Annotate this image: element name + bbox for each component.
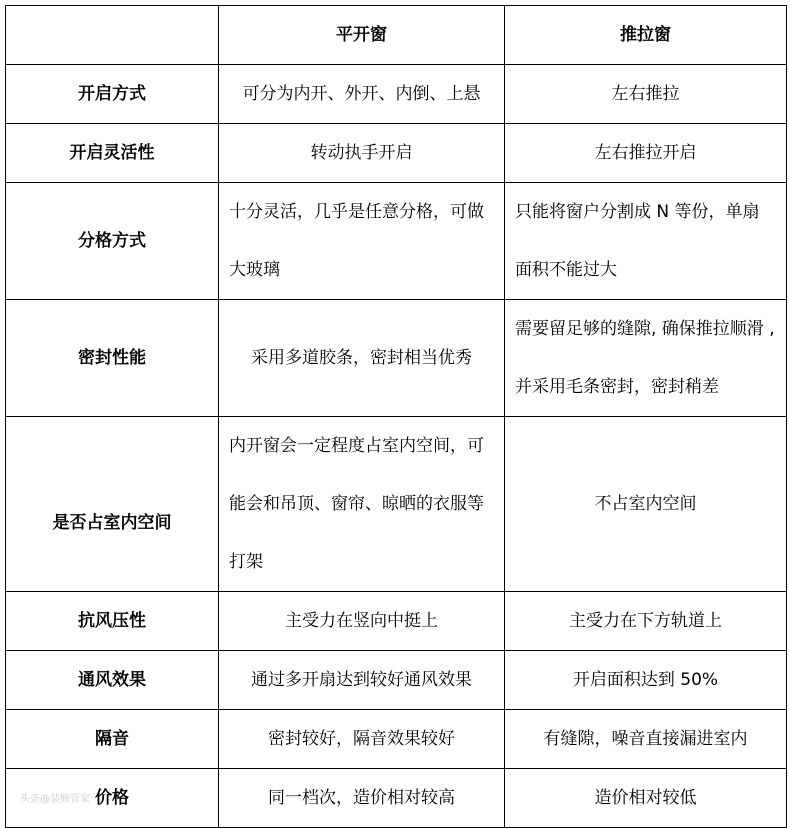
sliding-cell: 不占室内空间 (505, 417, 787, 592)
row-label: 隔音 (6, 710, 219, 769)
casement-cell: 内开窗会一定程度占室内空间，可能会和吊顶、窗帘、晾晒的衣服等打架 (219, 417, 505, 592)
casement-cell: 可分为内开、外开、内倒、上悬 (219, 65, 505, 124)
row-sound-insulation (6, 710, 787, 769)
casement-cell: 同一档次，造价相对较高 (219, 769, 505, 828)
row-label: 开启灵活性 (6, 124, 219, 183)
sliding-cell: 有缝隙，噪音直接漏进室内 (505, 710, 787, 769)
sliding-cell: 需要留足够的缝隙, 确保推拉顺滑 , 并采用毛条密封，密封稍差 (505, 300, 787, 417)
header-casement: 平开窗 (219, 6, 505, 65)
casement-cell: 采用多道胶条，密封相当优秀 (219, 300, 505, 417)
casement-cell: 主受力在竖向中挺上 (219, 592, 505, 651)
casement-cell: 密封较好，隔音效果较好 (219, 710, 505, 769)
row-label: 分格方式 (6, 183, 219, 300)
casement-cell: 通过多开扇达到较好通风效果 (219, 651, 505, 710)
sliding-cell: 左右推拉 (505, 65, 787, 124)
row-label: 开启方式 (6, 65, 219, 124)
row-division-method (6, 183, 787, 300)
row-wind-pressure (6, 592, 787, 651)
row-opening-method (6, 65, 787, 124)
row-sealing-performance (6, 300, 787, 417)
header-sliding: 推拉窗 (505, 6, 787, 65)
sliding-cell: 造价相对较低 (505, 769, 787, 828)
row-label: 密封性能 (6, 300, 219, 417)
casement-cell: 十分灵活，几乎是任意分格，可做大玻璃 (219, 183, 505, 300)
sliding-cell: 主受力在下方轨道上 (505, 592, 787, 651)
row-label: 价格 (6, 769, 219, 828)
row-label: 抗风压性 (6, 592, 219, 651)
row-opening-flexibility (6, 124, 787, 183)
watermark: 头条@装修管家 (20, 794, 90, 805)
row-label: 通风效果 (6, 651, 219, 710)
sliding-cell: 开启面积达到 50% (505, 651, 787, 710)
row-ventilation (6, 651, 787, 710)
sliding-cell: 只能将窗户分割成 N 等份，单扇面积不能过大 (505, 183, 787, 300)
comparison-table (5, 5, 787, 828)
header-empty-cell (6, 6, 219, 65)
row-indoor-space (6, 417, 787, 592)
sliding-cell: 左右推拉开启 (505, 124, 787, 183)
header-row (6, 6, 787, 65)
row-label: 是否占室内空间 (52, 513, 172, 533)
row-label-cell (6, 417, 219, 592)
casement-cell: 转动执手开启 (219, 124, 505, 183)
